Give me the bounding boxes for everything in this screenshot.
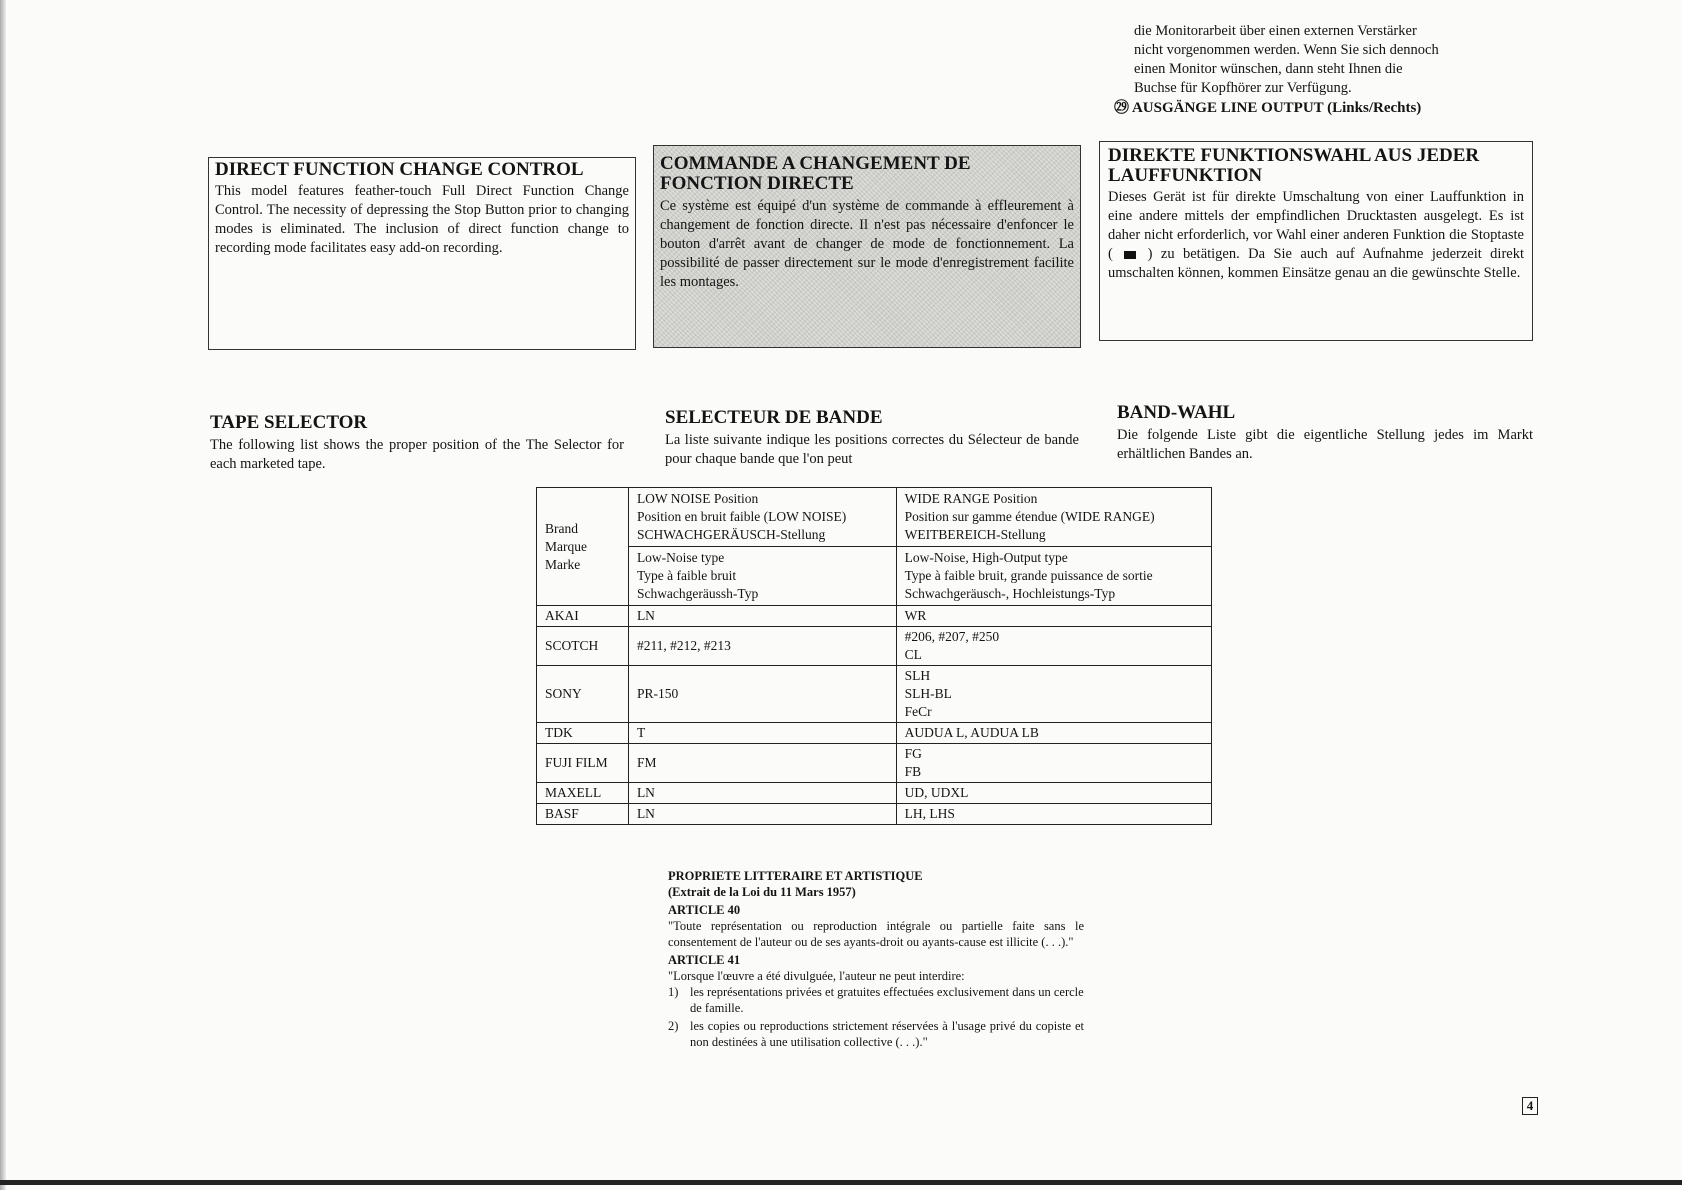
box-title: COMMANDE A CHANGEMENT DE FONCTION DIRECTE xyxy=(660,153,971,194)
stop-button-icon xyxy=(1124,251,1136,259)
item-number: 2) xyxy=(668,1019,679,1033)
cell-line: LN xyxy=(636,806,655,821)
brand-cell: SONY xyxy=(537,666,629,723)
tape-selector-de xyxy=(1117,402,1533,464)
cell-line: AUDUA L, AUDUA LB xyxy=(904,725,1039,740)
type-line: Schwachgeräusch-, Hochleistungs-Typ xyxy=(904,586,1116,601)
paragraph-line: Buchse für Kopfhörer zur Verfügung. xyxy=(1134,80,1352,96)
table-type-row xyxy=(537,547,1212,606)
section-title: BAND-WAHL xyxy=(1117,402,1236,423)
bottom-rule xyxy=(0,1180,1682,1185)
type-line: Low-Noise, High-Output type xyxy=(904,550,1068,565)
table-row xyxy=(537,666,1212,723)
wide-range-type-cell xyxy=(896,547,1211,606)
wide-range-header-cell xyxy=(896,488,1211,547)
low-noise-cell xyxy=(628,723,896,744)
tape-selector-table xyxy=(536,487,1212,825)
item-label: AUSGÄNGE LINE OUTPUT (Links/Rechts) xyxy=(1131,100,1422,116)
cell-line: CL xyxy=(904,647,922,662)
wide-range-cell xyxy=(896,783,1211,804)
brand-cell: SCOTCH xyxy=(537,627,629,666)
header-line: WIDE RANGE Position xyxy=(904,491,1038,506)
brand-header-fr: Marque xyxy=(545,538,587,554)
paragraph-line: einen Monitor wünschen, dann steht Ihnen die xyxy=(1134,61,1403,77)
table-row xyxy=(537,804,1212,825)
item-number-badge: ㉙ xyxy=(1114,100,1130,116)
direct-function-box-fr xyxy=(653,145,1081,348)
article-40-title: ARTICLE 40 xyxy=(668,903,741,917)
box-body: This model features feather-touch Full Direct Function Change Control. The necessity of depressing the Stop Button prior to changing modes is eliminated. The inclusion of direct function change to recording mode facilitates easy add-on recording. xyxy=(215,183,629,256)
cell-line: FeCr xyxy=(904,704,932,719)
paragraph-line: nicht vorgenommen werden. Wenn Sie sich dennoch xyxy=(1134,42,1439,58)
article-41-item-1 xyxy=(668,984,1084,1016)
wide-range-cell xyxy=(896,744,1211,783)
box-title: DIREKTE FUNKTIONSWAHL AUS JEDER LAUFFUNKTION xyxy=(1108,145,1480,186)
box-body xyxy=(1108,188,1524,283)
cell-line: FG xyxy=(904,746,922,761)
legal-title: PROPRIETE LITTERAIRE ET ARTISTIQUE xyxy=(668,869,923,883)
article-41-title: ARTICLE 41 xyxy=(668,953,741,967)
cell-line: FB xyxy=(904,764,922,779)
tape-selector-en xyxy=(210,412,624,474)
low-noise-cell xyxy=(628,606,896,627)
cell-line: T xyxy=(636,725,646,740)
paragraph-line: die Monitorarbeit über einen externen Verstärker xyxy=(1134,23,1417,39)
low-noise-cell xyxy=(628,804,896,825)
tape-selector-fr xyxy=(665,407,1079,469)
cell-line: #211, #212, #213 xyxy=(636,638,731,653)
section-title: TAPE SELECTOR xyxy=(210,412,368,433)
cell-line: FM xyxy=(636,755,657,770)
section-body: The following list shows the proper position of the The Selector for each marketed tape. xyxy=(210,437,624,472)
legal-subtitle: (Extrait de la Loi du 11 Mars 1957) xyxy=(668,885,856,899)
section-body: Die folgende Liste gibt die eigentliche Stellung jedes im Markt erhältlichen Bandes an. xyxy=(1117,427,1533,462)
brand-cell: AKAI xyxy=(537,606,629,627)
header-line: SCHWACHGERÄUSCH-Stellung xyxy=(636,527,826,542)
cell-line: SLH xyxy=(904,668,931,683)
section-title: SELECTEUR DE BANDE xyxy=(665,407,883,428)
table-row xyxy=(537,723,1212,744)
article-40-text: "Toute représentation ou reproduction intégrale ou partielle faite sans le consentement de l'auteur ou de ses ayants-droit ou ayants-cause est illicite (. . .)." xyxy=(668,919,1084,949)
box-title: DIRECT FUNCTION CHANGE CONTROL xyxy=(215,159,584,180)
brand-header-de: Marke xyxy=(545,556,581,572)
page-edge-shadow xyxy=(0,0,6,1190)
cell-line: LH, LHS xyxy=(904,806,955,821)
brand-cell: FUJI FILM xyxy=(537,744,629,783)
brand-cell: TDK xyxy=(537,723,629,744)
cell-line: LN xyxy=(636,785,655,800)
cell-line: #206, #207, #250 xyxy=(904,629,1000,644)
brand-cell: BASF xyxy=(537,804,629,825)
low-noise-type-cell xyxy=(628,547,896,606)
cell-line: PR-150 xyxy=(636,686,679,701)
table-header-row xyxy=(537,488,1212,547)
cell-line: LN xyxy=(636,608,655,623)
low-noise-cell xyxy=(628,627,896,666)
body-text-start: Dieses Gerät ist für direkte Umschaltung von einer Lauffunktion in eine andere mittels der empfindlichen Drucktasten ausgelegt. Es ist daher nicht erforderlich, vor Wahl einer anderen Funktion die Stoptaste ( xyxy=(1108,189,1524,262)
page-number: 4 xyxy=(1522,1097,1538,1115)
wide-range-cell xyxy=(896,627,1211,666)
type-line: Type à faible bruit xyxy=(636,568,737,583)
item-text: les représentations privées et gratuites effectuées exclusivement dans un cercle de famille. xyxy=(690,985,1084,1015)
table-row xyxy=(537,783,1212,804)
type-line: Low-Noise type xyxy=(636,550,725,565)
item-text: les copies ou reproductions strictement réservées à l'usage privé du copiste et non destinées à une utilisation collective (. . .)." xyxy=(690,1019,1084,1049)
direct-function-box-en xyxy=(208,157,636,350)
article-41-item-2 xyxy=(668,1018,1084,1050)
wide-range-cell xyxy=(896,606,1211,627)
table-row xyxy=(537,627,1212,666)
low-noise-cell xyxy=(628,744,896,783)
header-line: WEITBEREICH-Stellung xyxy=(904,527,1046,542)
wide-range-cell xyxy=(896,723,1211,744)
wide-range-cell xyxy=(896,804,1211,825)
header-line: Position en bruit faible (LOW NOISE) xyxy=(636,509,847,524)
wide-range-cell xyxy=(896,666,1211,723)
type-line: Schwachgeräussh-Typ xyxy=(636,586,759,601)
table-row xyxy=(537,606,1212,627)
body-text-end: ) zu betätigen. Da Sie auch auf Aufnahme jederzeit direkt umschalten können, kommen Einsätze genau an die gewünschte Stelle. xyxy=(1108,246,1525,281)
box-body: Ce système est équipé d'un système de commande à effleurement à changement de fonction directe. Il n'est pas nécessaire d'enfoncer le bouton d'arrêt avant de changer de mode de fonctionnement. La possibilité de passer directement sur le mode d'enregistrement facilite les montages. xyxy=(660,198,1074,290)
article-41-text: "Lorsque l'œuvre a été divulguée, l'auteur ne peut interdire: xyxy=(668,969,965,983)
low-noise-cell xyxy=(628,783,896,804)
top-right-paragraph xyxy=(1134,22,1530,98)
brand-header-en: Brand xyxy=(545,520,578,536)
table-row xyxy=(537,744,1212,783)
header-line: LOW NOISE Position xyxy=(636,491,759,506)
item-number: 1) xyxy=(668,985,679,999)
section-body: La liste suivante indique les positions correctes du Sélecteur de bande pour chaque bande que l'on peut xyxy=(665,432,1079,467)
cell-line: UD, UDXL xyxy=(904,785,969,800)
type-line: Type à faible bruit, grande puissance de sortie xyxy=(904,568,1153,583)
cell-line: SLH-BL xyxy=(904,686,952,701)
low-noise-header-cell xyxy=(628,488,896,547)
legal-excerpt xyxy=(668,868,1084,1050)
brand-header-cell xyxy=(537,488,629,606)
cell-line: WR xyxy=(904,608,927,623)
output-item-heading xyxy=(1114,98,1421,118)
low-noise-cell xyxy=(628,666,896,723)
brand-cell: MAXELL xyxy=(537,783,629,804)
header-line: Position sur gamme étendue (WIDE RANGE) xyxy=(904,509,1155,524)
direct-function-box-de xyxy=(1099,141,1533,341)
